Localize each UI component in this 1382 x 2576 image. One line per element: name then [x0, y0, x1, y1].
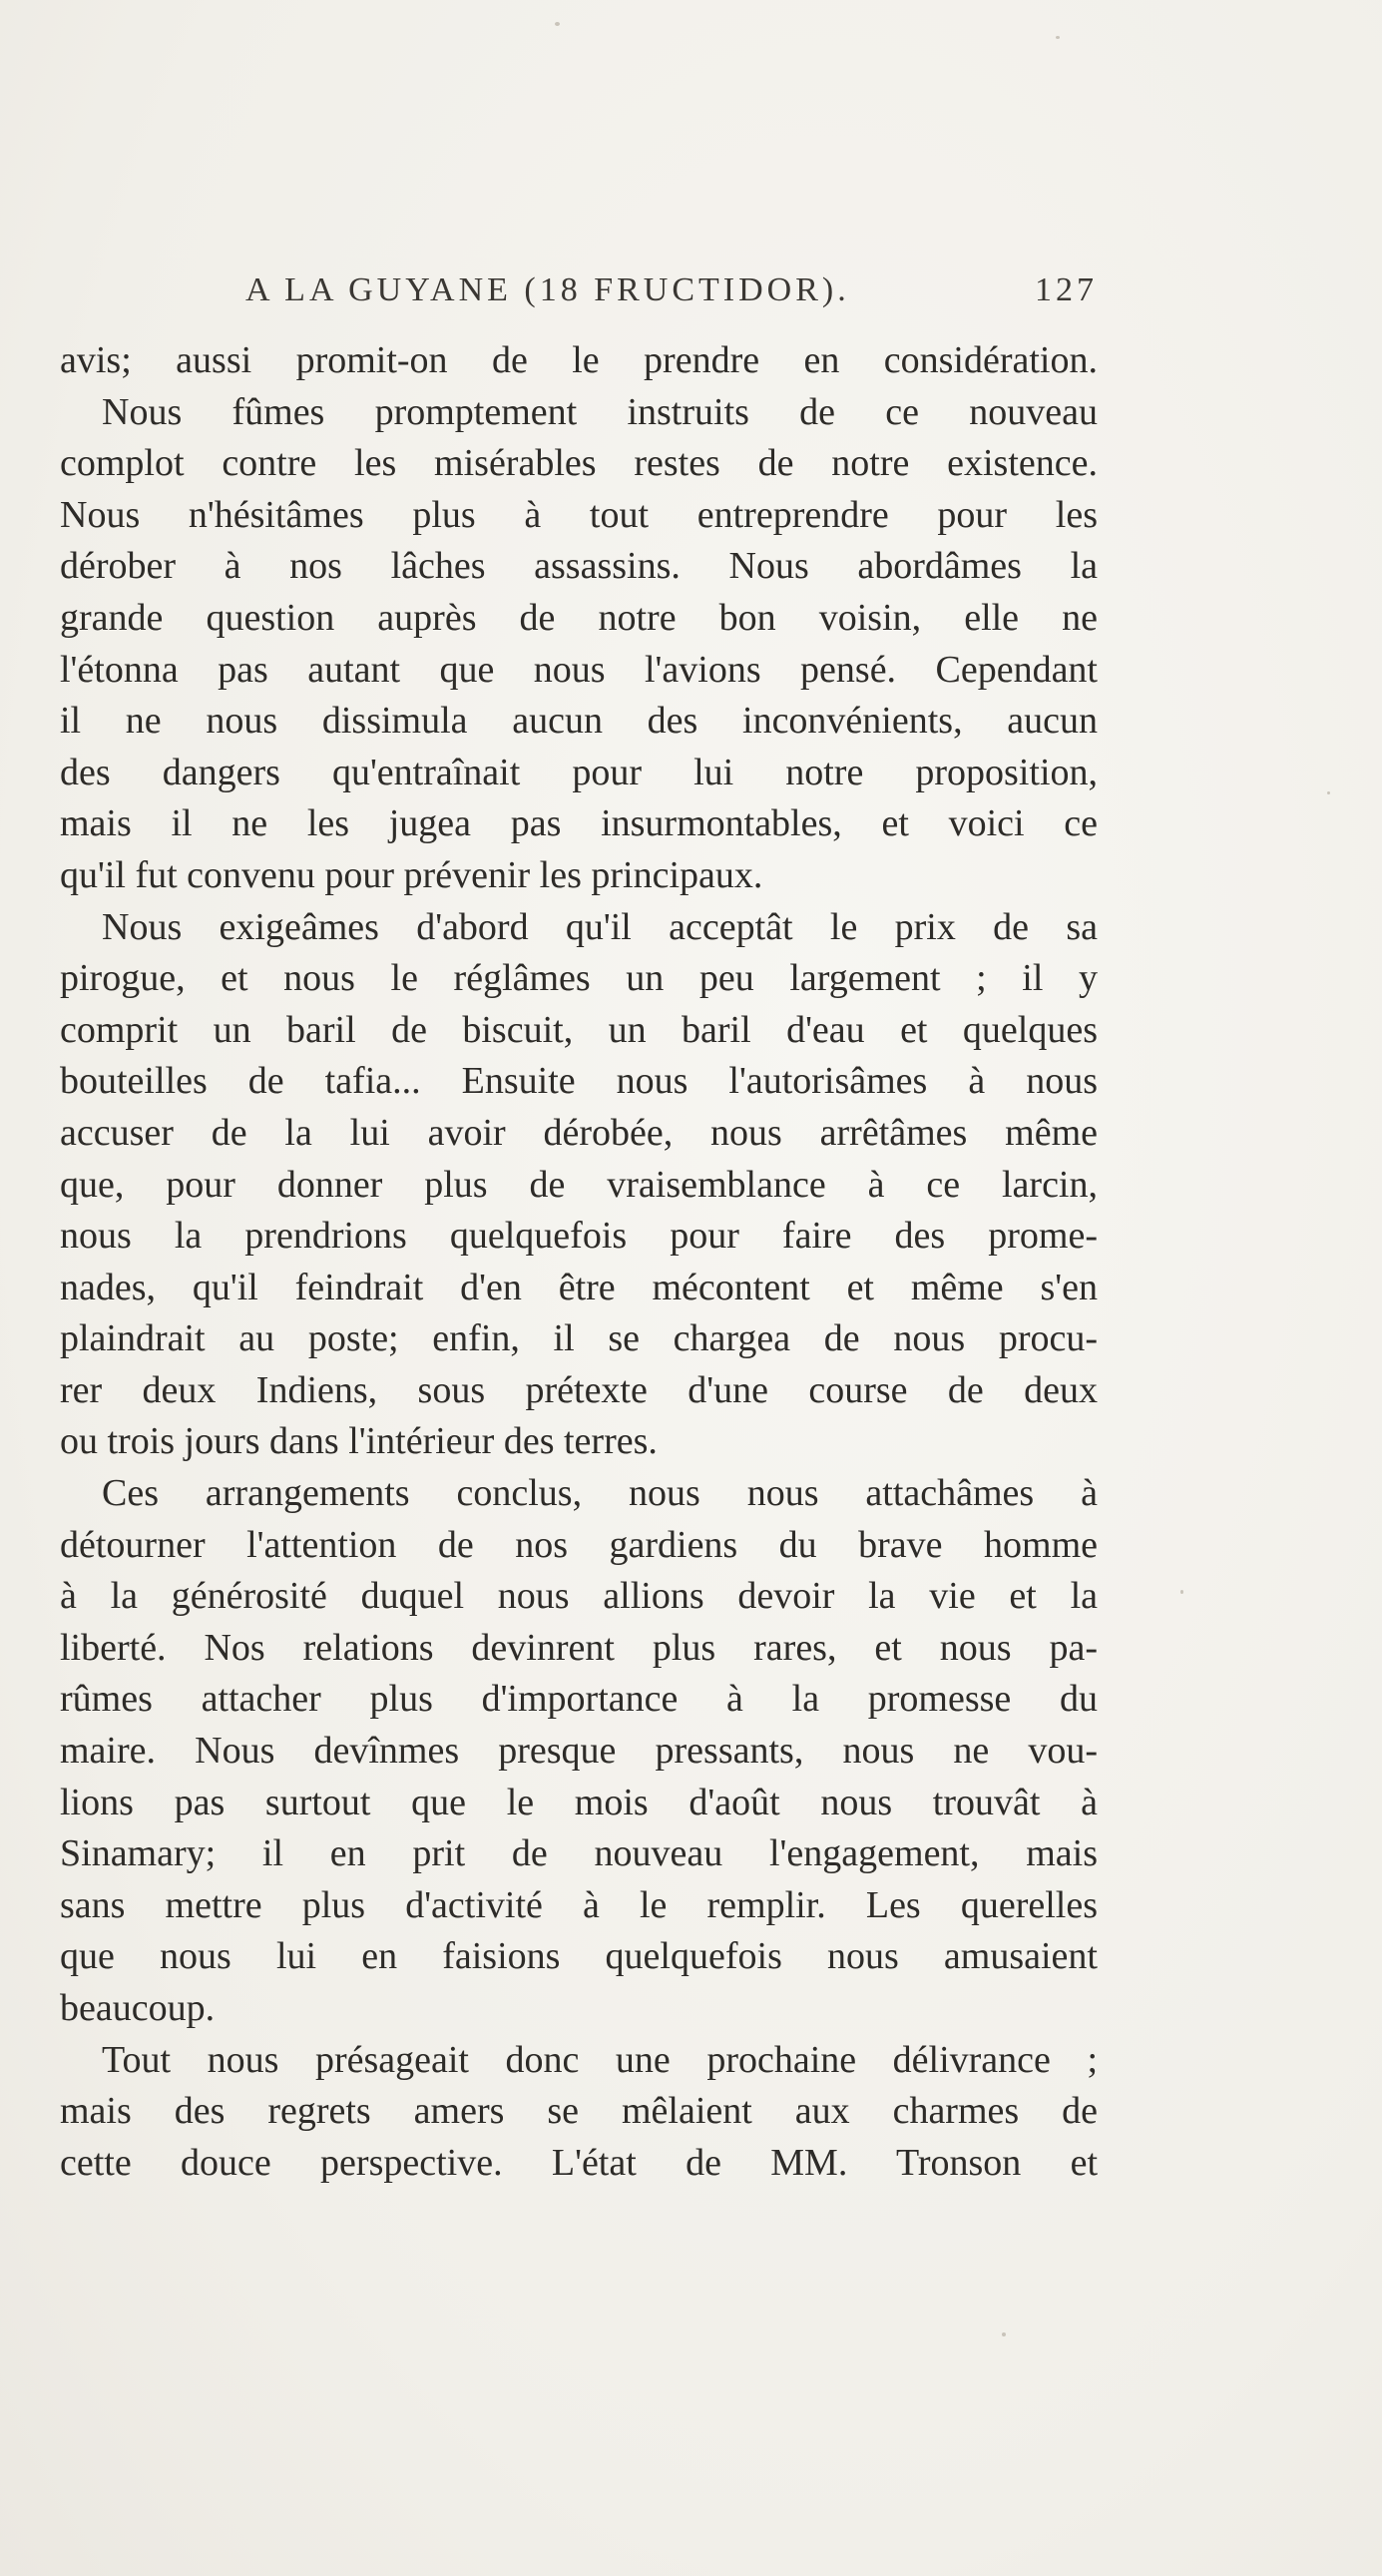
text-line: Ces arrangements conclus, nous nous attachâmes à	[102, 1472, 1098, 1515]
paper-speck	[1180, 1590, 1183, 1594]
running-head	[60, 271, 1098, 321]
text-line: que nous lui en faisions quelquefois nous amusaient	[60, 1935, 1098, 1978]
text-line: comprit un baril de biscuit, un baril d'eau et quelques	[60, 1008, 1098, 1051]
text-line: plaindrait au poste; enfin, il se chargea de nous procu-	[60, 1317, 1098, 1360]
body-text	[60, 335, 1098, 2189]
paper-speck	[1056, 36, 1060, 39]
text-line: maire. Nous devînmes presque pressants, nous ne vou-	[60, 1730, 1098, 1773]
text-line: détourner l'attention de nos gardiens du brave homme	[60, 1523, 1098, 1566]
text-line: mais il ne les jugea pas insurmontables, et voici ce	[60, 802, 1098, 845]
text-line: Tout nous présageait donc une prochaine délivrance ;	[102, 2038, 1098, 2081]
text-line: l'étonna pas autant que nous l'avions pensé. Cependant	[60, 648, 1098, 691]
running-title: A LA GUYANE (18 FRUCTIDOR).	[245, 271, 850, 308]
text-line: que, pour donner plus de vraisemblance à ce larcin,	[60, 1163, 1098, 1206]
text-line: rer deux Indiens, sous prétexte d'une course de deux	[60, 1368, 1098, 1411]
text-line: nous la prendrions quelquefois pour faire des prome-	[60, 1215, 1098, 1258]
text-line: sans mettre plus d'activité à le remplir. Les querelles	[60, 1883, 1098, 1926]
text-line: rûmes attacher plus d'importance à la promesse du	[60, 1678, 1098, 1721]
text-line: des dangers qu'entraînait pour lui notre proposition,	[60, 751, 1098, 793]
paper-speck	[1327, 791, 1330, 794]
text-line: bouteilles de tafia... Ensuite nous l'autorisâmes à nous	[60, 1060, 1098, 1103]
page-number: 127	[1035, 271, 1098, 308]
text-line: cette douce perspective. L'état de MM. Tronson et	[60, 2141, 1098, 2184]
text-line: dérober à nos lâches assassins. Nous abordâmes la	[60, 545, 1098, 588]
text-line: beaucoup.	[60, 1987, 216, 2029]
paper-speck	[555, 22, 560, 26]
text-line: Sinamary; il en prit de nouveau l'engagement, mais	[60, 1832, 1098, 1875]
text-line: accuser de la lui avoir dérobée, nous arrêtâmes même	[60, 1111, 1098, 1154]
text-line: Nous n'hésitâmes plus à tout entreprendre pour les	[60, 493, 1098, 536]
paper-speck	[1002, 2332, 1006, 2336]
text-line: avis; aussi promit-on de le prendre en considération.	[60, 339, 1098, 381]
text-line: Nous fûmes promptement instruits de ce nouveau	[102, 390, 1098, 433]
text-line: il ne nous dissimula aucun des inconvénients, aucun	[60, 700, 1098, 743]
text-line: liberté. Nos relations devinrent plus rares, et nous pa-	[60, 1626, 1098, 1669]
text-line: Nous exigeâmes d'abord qu'il acceptât le prix de sa	[102, 905, 1098, 948]
text-line: qu'il fut convenu pour prévenir les principaux.	[60, 853, 763, 896]
text-line: nades, qu'il feindrait d'en être mécontent et même s'en	[60, 1266, 1098, 1308]
text-line: lions pas surtout que le mois d'août nous trouvât à	[60, 1781, 1098, 1823]
text-line: à la générosité duquel nous allions devoir la vie et la	[60, 1575, 1098, 1618]
text-line: ou trois jours dans l'intérieur des terres.	[60, 1420, 658, 1463]
text-line: pirogue, et nous le réglâmes un peu largement ; il y	[60, 957, 1098, 1000]
text-line: complot contre les misérables restes de notre existence.	[60, 442, 1098, 485]
text-line: mais des regrets amers se mêlaient aux charmes de	[60, 2090, 1098, 2133]
text-line: grande question auprès de notre bon voisin, elle ne	[60, 596, 1098, 639]
